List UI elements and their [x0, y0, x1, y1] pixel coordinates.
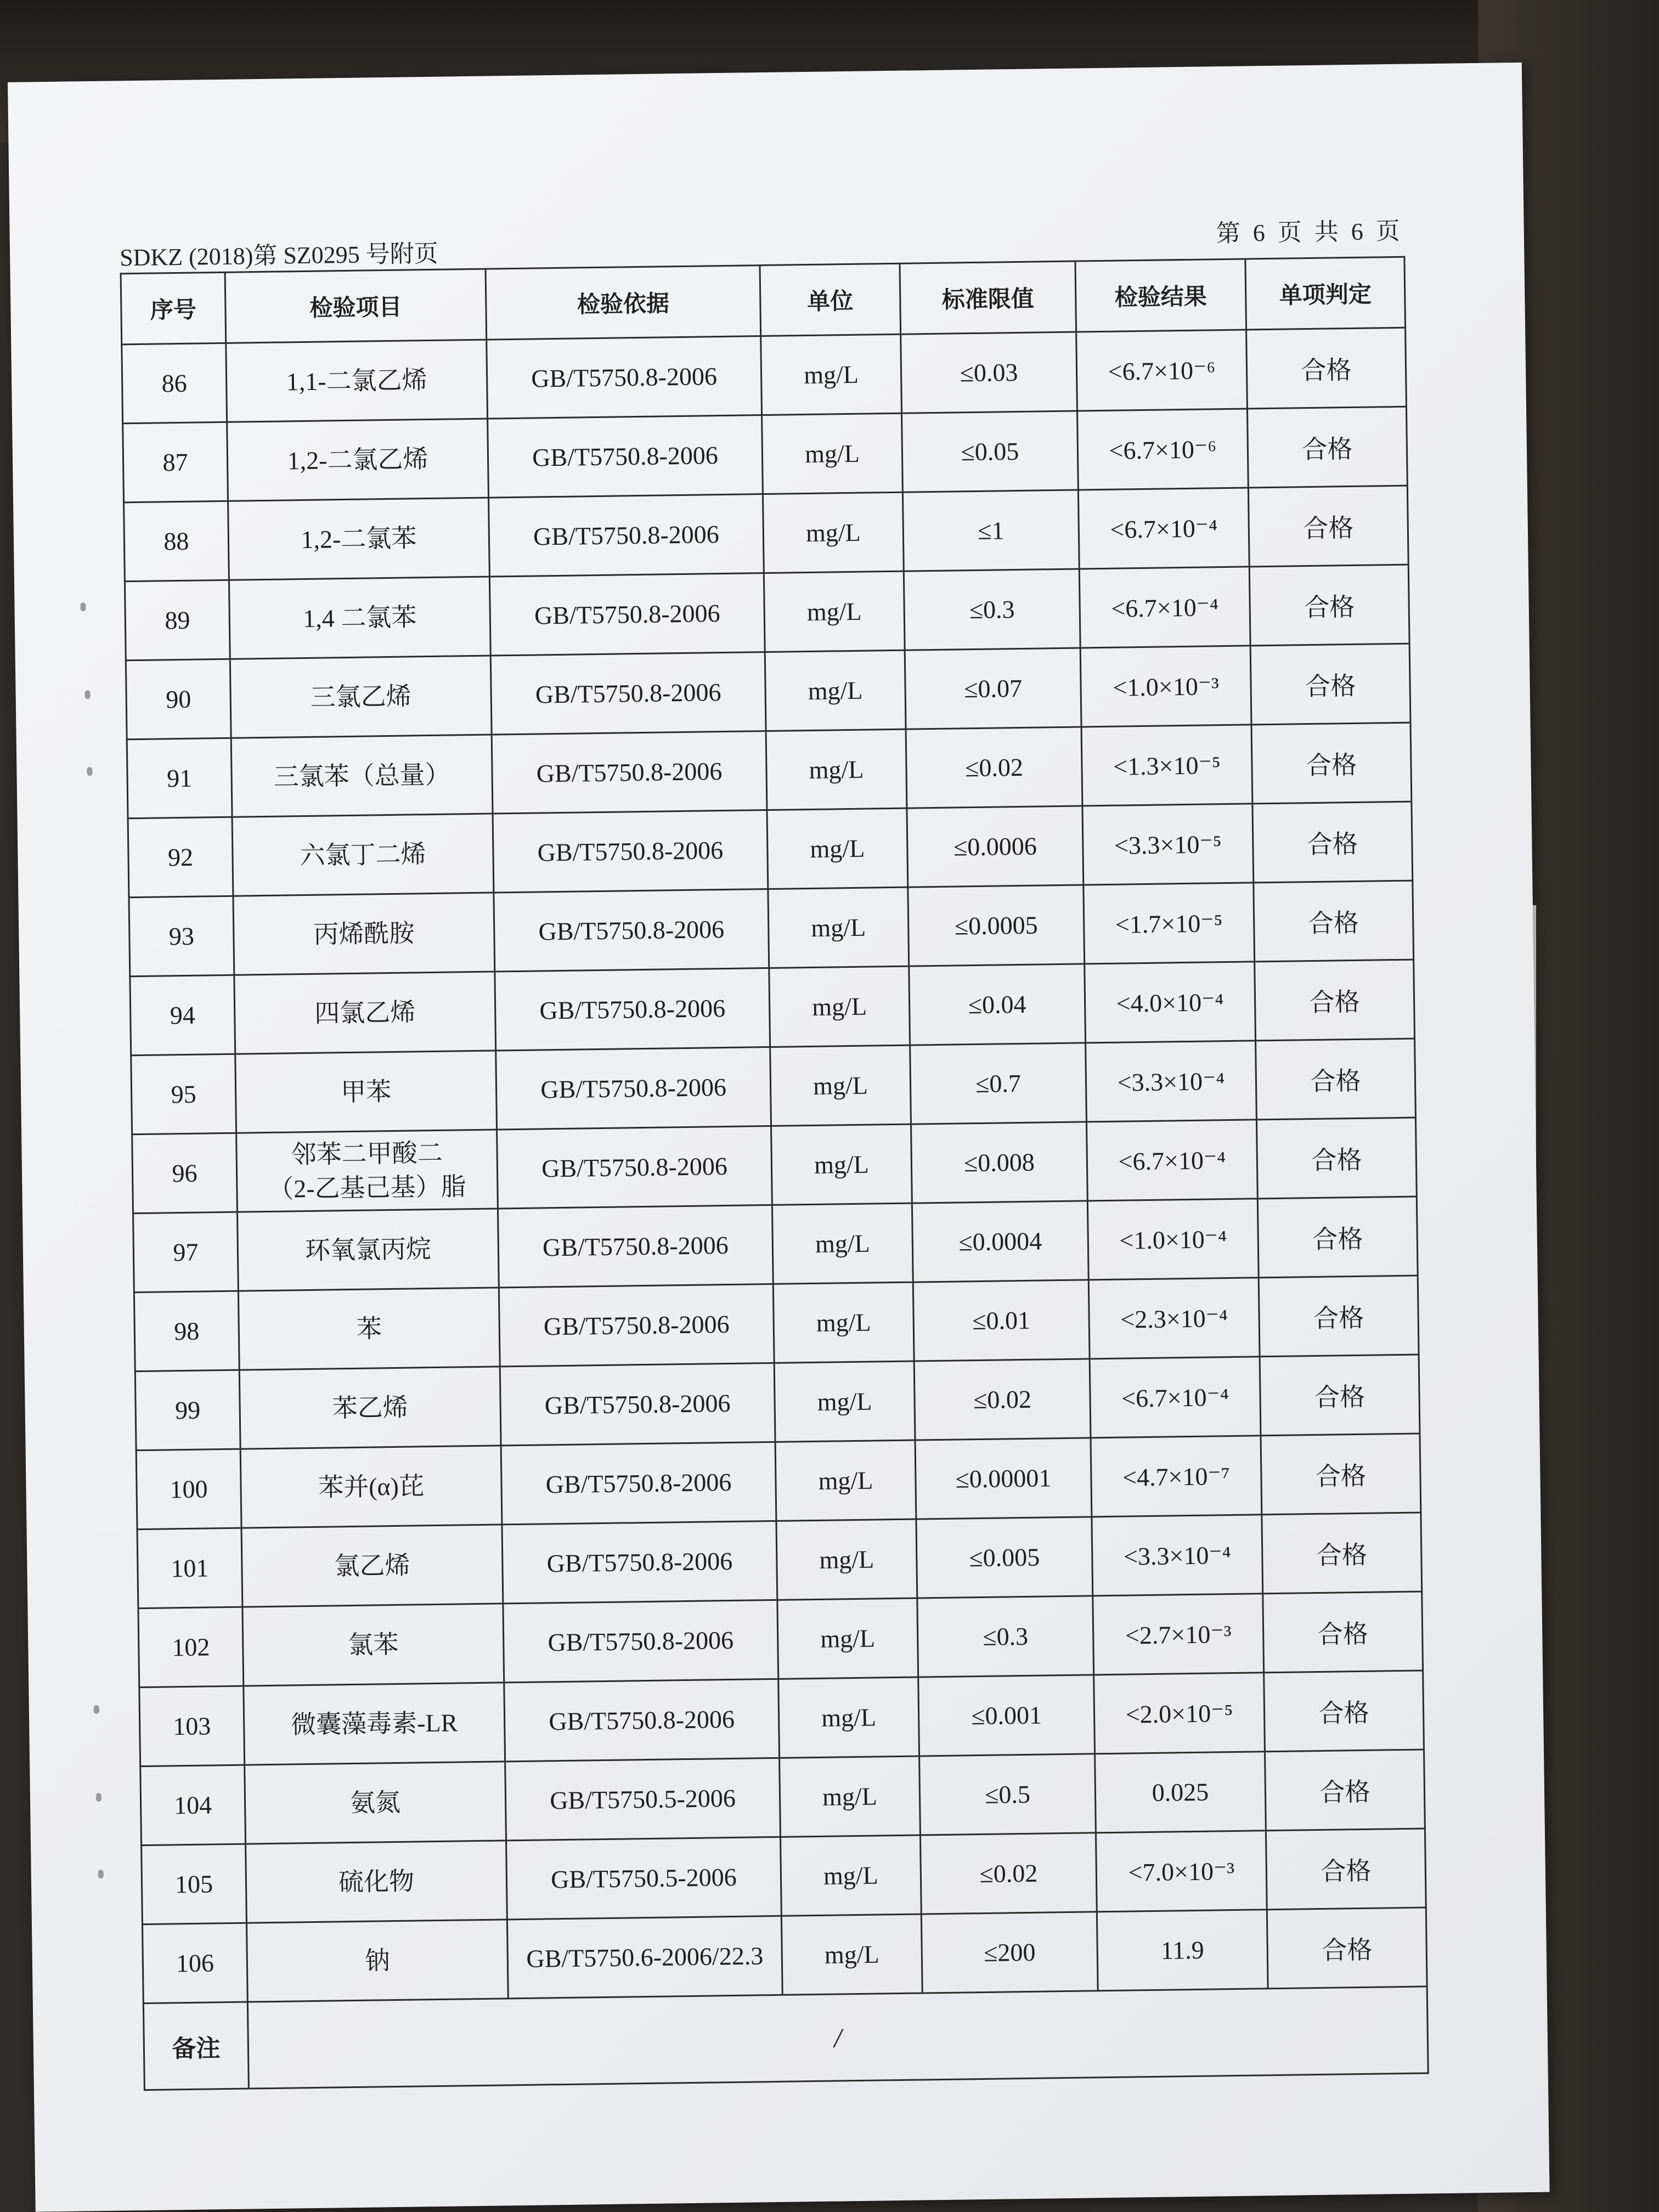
unit-cell: mg/L	[767, 808, 908, 889]
test-basis-cell: GB/T5750.8-2006	[500, 1363, 775, 1446]
row-number-cell: 106	[142, 1923, 247, 2003]
unit-cell: mg/L	[774, 1361, 915, 1442]
column-header-limit: 标准限值	[900, 261, 1076, 334]
judgment-cell: 合格	[1250, 644, 1410, 725]
judgment-cell: 合格	[1255, 960, 1415, 1041]
standard-limit-cell: ≤0.5	[919, 1754, 1096, 1835]
inspection-item-cell: 钠	[246, 1920, 508, 2002]
standard-limit-cell: ≤0.0006	[907, 806, 1084, 887]
standard-limit-cell: ≤0.02	[906, 727, 1082, 808]
remark-label: 备注	[143, 2002, 249, 2090]
inspection-item-cell: 氯苯	[242, 1604, 504, 1686]
judgment-cell: 合格	[1252, 802, 1413, 883]
test-basis-cell: GB/T5750.8-2006	[497, 1126, 772, 1209]
unit-cell: mg/L	[780, 1835, 921, 1916]
row-number-cell: 90	[126, 659, 231, 739]
unit-cell: mg/L	[781, 1914, 922, 1995]
judgment-cell: 合格	[1248, 486, 1408, 567]
standard-limit-cell: ≤0.7	[910, 1043, 1087, 1124]
row-number-cell: 99	[135, 1370, 240, 1450]
inspection-item-cell: 四氯乙烯	[234, 972, 496, 1054]
row-number-cell: 88	[124, 501, 229, 581]
inspection-item-cell: 氯乙烯	[241, 1525, 503, 1607]
page-number: 第 6 页 共 6 页	[1216, 217, 1404, 247]
table-body	[122, 328, 1427, 2003]
test-basis-cell: GB/T5750.8-2006	[504, 1679, 780, 1762]
unit-cell: mg/L	[770, 1045, 911, 1126]
inspection-item-cell: 苯乙烯	[239, 1367, 501, 1449]
test-result-cell: 11.9	[1097, 1910, 1268, 1991]
test-basis-cell: GB/T5750.8-2006	[489, 573, 765, 656]
test-result-cell: <6.7×10⁻⁶	[1076, 330, 1248, 411]
judgment-cell: 合格	[1266, 1829, 1426, 1910]
test-result-cell: <1.0×10⁻⁴	[1087, 1199, 1259, 1280]
test-result-cell: <6.7×10⁻⁶	[1077, 409, 1249, 490]
binding-hole	[96, 1793, 101, 1802]
row-number-cell: 105	[142, 1844, 247, 1924]
standard-limit-cell: ≤0.0005	[908, 885, 1085, 966]
row-number-cell: 87	[123, 422, 228, 502]
standard-limit-cell: ≤0.3	[904, 569, 1080, 650]
test-result-cell: <1.7×10⁻⁵	[1084, 883, 1255, 964]
standard-limit-cell: ≤0.008	[911, 1122, 1087, 1203]
standard-limit-cell: ≤0.07	[905, 648, 1081, 729]
standard-limit-cell: ≤0.3	[917, 1596, 1094, 1677]
test-basis-cell: GB/T5750.6-2006/22.3	[507, 1916, 782, 1999]
inspection-item-cell: 1,2-二氯乙烯	[227, 419, 489, 501]
judgment-cell: 合格	[1256, 1039, 1416, 1120]
judgment-cell: 合格	[1257, 1197, 1418, 1278]
inspection-item-cell: 环氧氯丙烷	[237, 1209, 499, 1291]
row-number-cell: 97	[133, 1212, 239, 1292]
judgment-cell: 合格	[1259, 1276, 1419, 1357]
test-basis-cell: GB/T5750.8-2006	[494, 889, 769, 972]
inspection-item-cell: 微囊藻毒素-LR	[244, 1683, 505, 1765]
unit-cell: mg/L	[777, 1598, 918, 1679]
column-header-unit: 单位	[760, 263, 901, 336]
test-basis-cell: GB/T5750.8-2006	[487, 336, 762, 419]
inspection-item-cell: 1,1-二氯乙烯	[226, 340, 488, 422]
unit-cell: mg/L	[763, 492, 904, 573]
judgment-cell: 合格	[1262, 1513, 1422, 1594]
test-result-cell: <4.0×10⁻⁴	[1085, 962, 1256, 1043]
test-result-cell: <4.7×10⁻⁷	[1091, 1436, 1262, 1517]
test-result-cell: <6.7×10⁻⁴	[1079, 567, 1250, 648]
standard-limit-cell: ≤0.05	[902, 411, 1079, 492]
column-header-result: 检验结果	[1075, 259, 1246, 332]
standard-limit-cell: ≤0.03	[901, 332, 1077, 413]
test-result-cell: <3.3×10⁻⁴	[1086, 1041, 1257, 1122]
binding-hole	[85, 690, 91, 699]
test-result-cell: <6.7×10⁻⁴	[1078, 488, 1249, 569]
unit-cell: mg/L	[761, 334, 902, 415]
test-basis-cell: GB/T5750.8-2006	[488, 415, 763, 498]
test-result-cell: <3.3×10⁻⁴	[1092, 1515, 1263, 1596]
test-basis-cell: GB/T5750.8-2006	[495, 968, 770, 1051]
test-basis-cell: GB/T5750.5-2006	[505, 1758, 781, 1841]
test-result-cell: 0.025	[1095, 1752, 1266, 1833]
test-result-cell: <1.3×10⁻⁵	[1081, 725, 1252, 806]
inspection-results-table	[120, 256, 1429, 2091]
test-result-cell: <2.7×10⁻³	[1093, 1594, 1264, 1675]
standard-limit-cell: ≤0.01	[913, 1280, 1090, 1361]
judgment-cell: 合格	[1263, 1592, 1423, 1673]
judgment-cell: 合格	[1246, 328, 1407, 409]
test-basis-cell: GB/T5750.8-2006	[499, 1284, 774, 1367]
standard-limit-cell: ≤0.04	[909, 964, 1086, 1045]
row-number-cell: 91	[127, 738, 232, 818]
unit-cell: mg/L	[780, 1756, 921, 1837]
report-code: SDKZ (2018)第 SZ0295 号附页	[119, 240, 439, 272]
test-result-cell: <6.7×10⁻⁴	[1090, 1357, 1261, 1438]
row-number-cell: 96	[132, 1133, 238, 1213]
inspection-item-cell: 苯并(α)芘	[240, 1446, 502, 1528]
judgment-cell: 合格	[1254, 881, 1414, 962]
row-number-cell: 104	[140, 1765, 246, 1845]
test-basis-cell: GB/T5750.8-2006	[498, 1205, 773, 1288]
unit-cell: mg/L	[776, 1519, 917, 1600]
unit-cell: mg/L	[771, 1124, 912, 1205]
judgment-cell: 合格	[1256, 1118, 1417, 1199]
standard-limit-cell: ≤0.001	[918, 1675, 1095, 1756]
unit-cell: mg/L	[766, 729, 907, 810]
inspection-item-cell: 1,4 二氯苯	[229, 577, 490, 659]
test-basis-cell: GB/T5750.5-2006	[506, 1837, 782, 1920]
standard-limit-cell: ≤0.005	[916, 1517, 1093, 1598]
unit-cell: mg/L	[769, 966, 910, 1047]
judgment-cell: 合格	[1261, 1434, 1421, 1515]
row-number-cell: 102	[138, 1607, 244, 1687]
unit-cell: mg/L	[764, 571, 905, 652]
inspection-item-cell: 苯	[238, 1288, 500, 1370]
binding-hole	[87, 767, 92, 776]
unit-cell: mg/L	[778, 1677, 919, 1758]
column-header-item: 检验项目	[225, 269, 487, 343]
row-number-cell: 92	[128, 817, 233, 897]
judgment-cell: 合格	[1267, 1908, 1427, 1989]
standard-limit-cell: ≤0.02	[920, 1833, 1097, 1914]
row-number-cell: 103	[139, 1686, 245, 1766]
test-result-cell: <6.7×10⁻⁴	[1086, 1120, 1257, 1201]
row-number-cell: 94	[130, 975, 235, 1055]
judgment-cell: 合格	[1249, 565, 1409, 646]
test-basis-cell: GB/T5750.8-2006	[496, 1047, 771, 1130]
test-result-cell: <2.0×10⁻⁵	[1094, 1673, 1265, 1754]
inspection-item-cell: 1,2-二氯苯	[228, 498, 490, 580]
standard-limit-cell: ≤1	[902, 490, 1079, 571]
unit-cell: mg/L	[762, 413, 903, 494]
judgment-cell: 合格	[1265, 1750, 1425, 1831]
test-basis-cell: GB/T5750.8-2006	[493, 810, 768, 893]
inspection-item-cell: 邻苯二甲酸二 （2-乙基己基）脂	[236, 1130, 498, 1212]
standard-limit-cell: ≤0.02	[914, 1359, 1091, 1440]
unit-cell: mg/L	[768, 887, 909, 968]
inspection-item-cell: 甲苯	[235, 1051, 497, 1133]
judgment-cell: 合格	[1247, 407, 1407, 488]
judgment-cell: 合格	[1264, 1671, 1424, 1752]
test-basis-cell: GB/T5750.8-2006	[503, 1600, 778, 1683]
binding-hole	[80, 602, 86, 611]
row-number-cell: 86	[122, 343, 227, 423]
test-result-cell: <1.0×10⁻³	[1080, 646, 1251, 727]
row-number-cell: 95	[131, 1054, 236, 1134]
row-number-cell: 100	[136, 1449, 241, 1529]
test-basis-cell: GB/T5750.8-2006	[502, 1521, 777, 1604]
test-result-cell: <3.3×10⁻⁵	[1082, 804, 1254, 885]
row-number-cell: 98	[134, 1291, 239, 1371]
column-header-number: 序号	[121, 272, 226, 344]
judgment-cell: 合格	[1260, 1355, 1420, 1436]
row-number-cell: 89	[125, 580, 230, 660]
unit-cell: mg/L	[775, 1440, 916, 1521]
inspection-item-cell: 三氯苯（总量）	[231, 735, 493, 817]
inspection-item-cell: 丙烯酰胺	[233, 893, 495, 975]
test-result-cell: <7.0×10⁻³	[1096, 1831, 1267, 1912]
inspection-item-cell: 三氯乙烯	[230, 656, 492, 738]
test-basis-cell: GB/T5750.8-2006	[492, 731, 767, 814]
report-page	[8, 63, 1550, 2212]
row-number-cell: 93	[129, 896, 234, 976]
inspection-item-cell: 六氯丁二烯	[232, 814, 494, 896]
binding-hole	[94, 1705, 99, 1714]
test-basis-cell: GB/T5750.8-2006	[490, 652, 766, 735]
test-basis-cell: GB/T5750.8-2006	[488, 494, 764, 577]
column-header-basis: 检验依据	[486, 266, 761, 340]
unit-cell: mg/L	[765, 650, 906, 731]
row-number-cell: 101	[137, 1528, 242, 1608]
unit-cell: mg/L	[773, 1282, 914, 1363]
inspection-item-cell: 氨氮	[245, 1762, 506, 1844]
test-basis-cell: GB/T5750.8-2006	[501, 1442, 776, 1525]
inspection-item-cell: 硫化物	[246, 1841, 507, 1923]
standard-limit-cell: ≤200	[921, 1912, 1098, 1993]
standard-limit-cell: ≤0.00001	[915, 1438, 1092, 1519]
standard-limit-cell: ≤0.0004	[912, 1201, 1088, 1282]
remark-value: /	[247, 1987, 1428, 2089]
remark-row	[143, 1987, 1428, 2090]
judgment-cell: 合格	[1251, 723, 1412, 804]
binding-hole	[98, 1870, 104, 1878]
column-header-judgment: 单项判定	[1245, 257, 1406, 330]
test-result-cell: <2.3×10⁻⁴	[1088, 1278, 1260, 1359]
unit-cell: mg/L	[772, 1203, 913, 1284]
